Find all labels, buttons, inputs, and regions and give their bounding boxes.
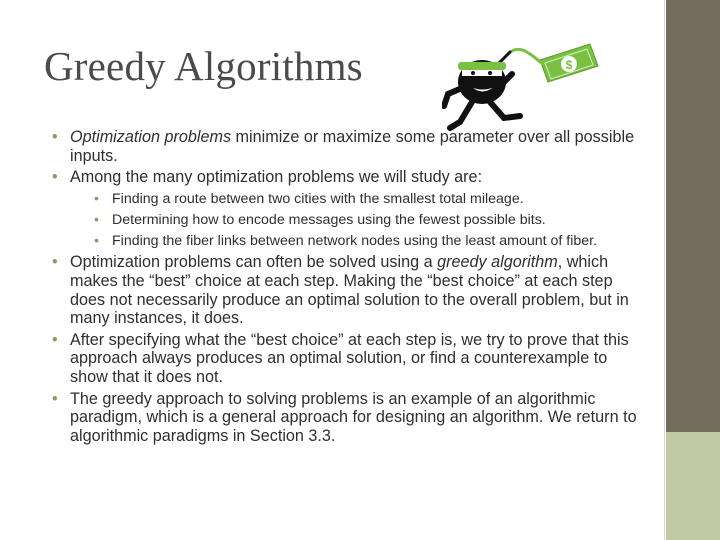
sub-bullet-text: Finding a route between two cities with the smallest total mileage. — [112, 190, 524, 207]
bullet-text: After specifying what the “best choice” at each step is, we try to prove that this approach always produces an optimal solution, or find a counterexample to show that it does not. — [70, 330, 629, 386]
greedy-mascot-illustration — [442, 36, 604, 142]
bullet-paradigm — [52, 390, 642, 446]
bullet-optimization-problems — [52, 128, 642, 165]
dollar-sign-label: $ — [565, 58, 573, 72]
bullet-dot: • — [52, 330, 58, 349]
bullet-text: Among the many optimization problems we will study are: — [70, 168, 483, 187]
bullet-dot: • — [52, 168, 58, 187]
sidebar-accent-block — [666, 432, 720, 540]
bullet-text: minimize or maximize some parameter over all possible inputs. — [70, 128, 635, 165]
bullet-dot: • — [94, 211, 99, 228]
sub-bullet-list — [94, 190, 642, 251]
bullet-dot: • — [52, 253, 58, 272]
money-icon — [540, 44, 598, 82]
bullet-among-problems — [52, 168, 642, 187]
sub-bullet-text: Determining how to encode messages using the fewest possible bits. — [112, 211, 546, 228]
bullet-greedy-algorithm — [52, 253, 642, 327]
slide-body — [52, 128, 642, 448]
bullet-italic-text: Optimization problems — [70, 128, 232, 146]
bullet-dot: • — [52, 389, 58, 408]
sub-bullet-fiber — [94, 232, 642, 250]
bullet-text: Optimization problems can often be solved using a — [70, 253, 438, 272]
sub-bullet-encode — [94, 211, 642, 229]
bullet-italic-text: greedy algorithm — [437, 253, 558, 272]
slide-title: Greedy Algorithms — [44, 43, 363, 89]
sub-bullet-text: Finding the fiber links between network nodes using the least amount of fiber. — [112, 233, 598, 250]
bullet-dot: • — [94, 190, 99, 207]
sub-bullet-route — [94, 190, 642, 208]
bullet-dot: • — [52, 128, 58, 146]
runner-figure — [444, 60, 520, 128]
bullet-text: , which makes the “best” choice at each step. Making the “best choice” at each step does not necessarily produce an optimal solution to the overall problem, but in many instances, it does. — [70, 253, 629, 328]
bullet-dot: • — [94, 233, 99, 250]
bullet-best-choice — [52, 331, 642, 387]
bullet-text: The greedy approach to solving problems is an example of an algorithmic paradigm, which is a general approach for designing an algorithm. We return to algorithmic paradigms in Section 3.3. — [70, 389, 637, 445]
divider — [664, 0, 665, 540]
